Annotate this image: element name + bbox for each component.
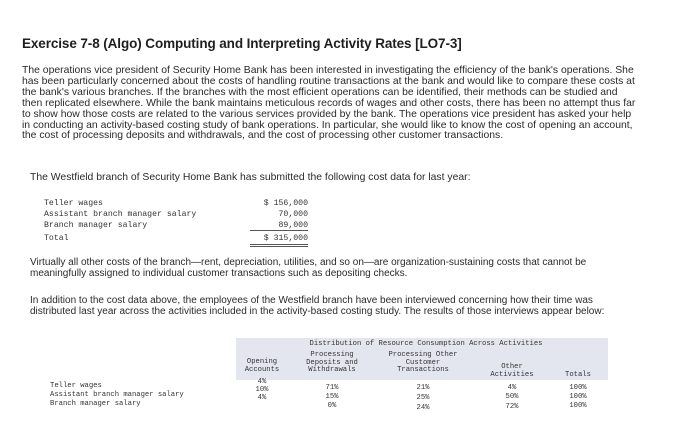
column-header-line: Processing (310, 351, 354, 359)
cell-value: 100% (569, 393, 587, 401)
intro-line: has been particularly concerned about the costs of handling routine transactions at the bank and would like to compare these costs at (22, 75, 635, 87)
cell-value: 71% (325, 384, 339, 392)
column-header-other-transactions (382, 352, 464, 375)
column-header-other-activities (482, 364, 542, 379)
column-header-line: Customer (405, 358, 441, 367)
cell-value: 24% (416, 404, 430, 412)
column-header-line: Deposits and (306, 358, 358, 367)
cost-row (44, 209, 308, 220)
total-double-underline (250, 244, 308, 247)
row-label-assistant-salary: Assistant branch manager salary (50, 391, 184, 399)
column-header-line: Withdrawals (308, 366, 356, 374)
column-header-totals (556, 372, 600, 380)
cell-value: 25% (416, 394, 430, 402)
row-label-branch-manager-salary: Branch manager salary (50, 400, 141, 408)
column-header-line: Opening (246, 358, 278, 366)
column-header-line: Accounts (244, 365, 280, 374)
cell-value: 4% (257, 394, 267, 402)
column-header-line: Other (501, 363, 523, 371)
cell-value: 10% (255, 386, 269, 394)
sustaining-line: Virtually all other costs of the branch—rent, depreciation, utilities, and so on—are organization-sustaining costs that cannot be (30, 257, 587, 268)
sustaining-paragraph (30, 258, 670, 279)
intro-line: the cost of processing deposits and withdrawals, and the cost of processing other customer transactions. (22, 130, 504, 142)
intro-line: to show how those costs are related to the various services provided by the bank. The operations vice president has asked your help (22, 108, 632, 120)
cost-total-label: Total (44, 234, 69, 243)
column-header-line: Processing Other (388, 351, 458, 359)
intro-line: in conducting an activity-based costing study of bank operations. In particular, she would like to know the cost of opening an account, (22, 119, 633, 131)
interview-line: In addition to the cost data above, the employees of the Westfield branch have been interviewed concerning how their time was (30, 295, 593, 306)
column-header-line: Transactions (397, 366, 449, 374)
cell-value: 72% (505, 403, 519, 411)
cell-value: 4% (257, 378, 267, 386)
cost-row-value: 70,000 (278, 210, 308, 219)
cell-value: 50% (505, 393, 519, 401)
cost-data-table (44, 198, 308, 244)
column-header-deposits-withdrawals (300, 352, 364, 375)
subtotal-underline (250, 230, 308, 231)
column-header-opening-accounts (234, 359, 290, 374)
cell-value: 4% (507, 384, 517, 392)
exercise-title: Exercise 7-8 (Algo) Computing and Interpreting Activity Rates [LO7-3] (22, 36, 462, 51)
cost-row-value: $ 156,000 (263, 199, 308, 208)
distribution-title: Distribution of Resource Consumption Across Activities (309, 340, 543, 348)
row-label-teller-wages: Teller wages (50, 382, 102, 390)
distribution-table (44, 338, 608, 418)
cell-value: 21% (416, 384, 430, 392)
cost-total-row (44, 233, 308, 244)
intro-line: then replicated elsewhere. While the bank maintains meticulous records of wages and other costs, there has been no attempt thus far (22, 97, 636, 109)
intro-paragraph (22, 66, 694, 142)
cost-row (44, 220, 308, 231)
column-header-line: Totals (565, 371, 591, 379)
cost-row-value: 89,000 (278, 221, 308, 230)
column-header-line: Activities (490, 370, 534, 379)
intro-line: The operations vice president of Security Home Bank has been interested in investigating the efficiency of the bank's operations. She (22, 65, 634, 76)
cost-row-label: Teller wages (44, 199, 103, 208)
interview-paragraph (30, 296, 670, 317)
interview-line: distributed last year across the activities included in the activity-based costing study. The results of those interviews appear below: (30, 305, 605, 317)
cell-value: 0% (327, 402, 337, 410)
cell-value: 100% (569, 384, 587, 392)
cost-row-label: Assistant branch manager salary (44, 210, 197, 219)
cost-row (44, 198, 308, 209)
cost-row-label: Branch manager salary (44, 221, 148, 230)
cost-intro-text: The Westfield branch of Security Home Bank has submitted the following cost data for last year: (30, 172, 471, 183)
sustaining-line: meaningfully assigned to individual customer transactions such as depositing checks. (30, 267, 408, 279)
cell-value: 15% (325, 393, 339, 401)
cost-total-value: $ 315,000 (263, 234, 308, 243)
intro-line: the bank's various branches. If the branches with the most efficient operations can be identified, their methods can be studied and (22, 86, 618, 98)
cell-value: 100% (569, 402, 587, 410)
